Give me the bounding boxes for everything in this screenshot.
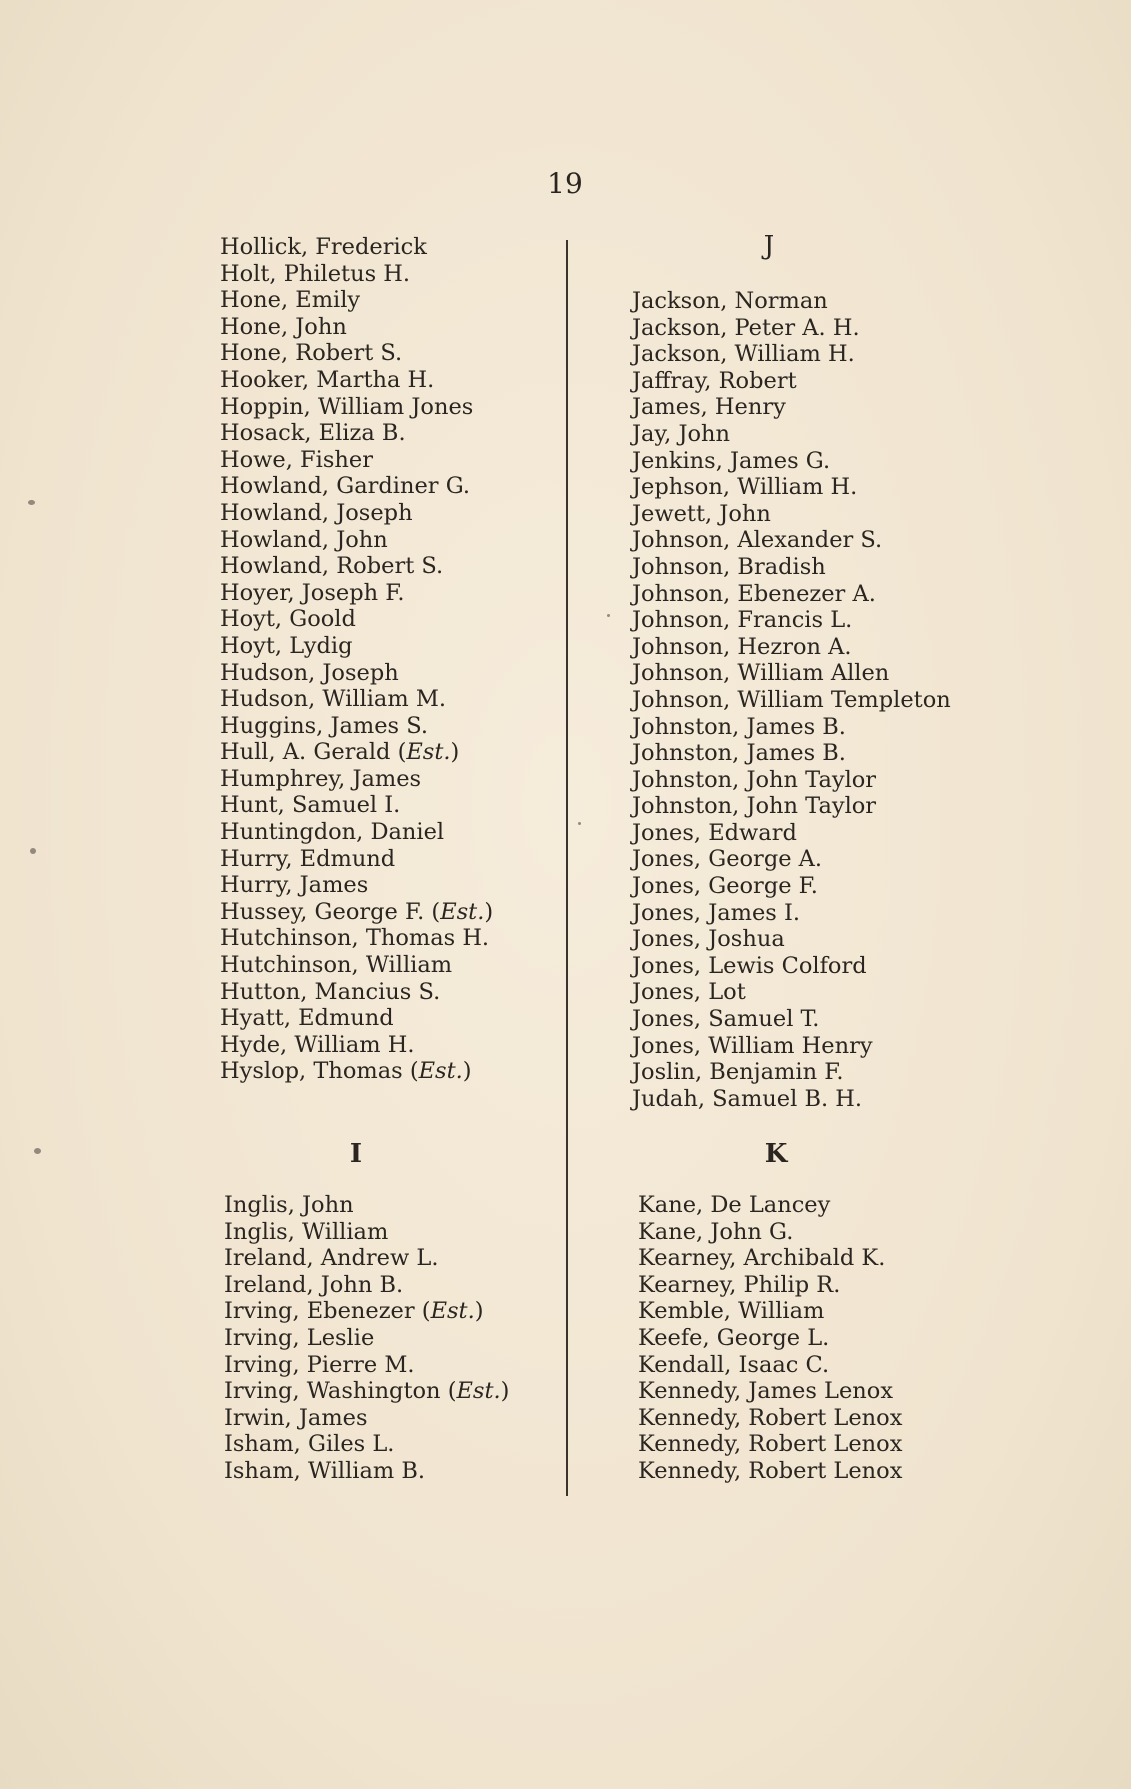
name-entry [220,713,493,740]
name-entry [632,368,951,395]
name-entry [224,1378,509,1405]
name-entry [220,394,493,421]
name-entry [632,979,951,1006]
entry-name: Jaffray, Robert [632,367,797,394]
entry-name: Isham, William B. [224,1457,426,1484]
entry-name: Irving, Leslie [224,1324,375,1351]
name-entry [638,1298,902,1325]
name-entry [220,420,493,447]
entry-name: Kearney, Archibald K. [638,1245,886,1272]
name-entry [632,687,951,714]
entry-name: Irving, Pierre M. [224,1351,415,1378]
entry-name: Hoyer, Joseph F. [220,579,405,606]
entry-name: Kemble, William [638,1298,825,1325]
name-entry [224,1192,509,1219]
entry-name: Hoyt, Lydig [220,632,353,659]
name-entry [632,1033,951,1060]
name-entry [632,581,951,608]
name-entry [638,1378,902,1405]
name-entry [224,1219,509,1246]
entry-name: Hurry, Edmund [220,845,396,872]
name-entry [224,1352,509,1379]
entry-name: Howland, Joseph [220,499,413,526]
entry-name: Jackson, Peter A. H. [632,314,860,341]
entry-name: Johnson, William Allen [632,660,890,687]
closing-paren: ) [474,1298,484,1325]
entry-name: Hosack, Eliza B. [220,420,406,447]
entry-name: Johnson, Francis L. [632,607,853,634]
entry-name: Kane, John G. [638,1218,794,1245]
entry-name: Howe, Fisher [220,446,373,473]
entry-name: Hunt, Samuel I. [220,792,401,819]
name-entry [220,925,493,952]
entry-name: Hone, Emily [220,287,361,314]
name-entry [632,421,951,448]
name-entry [632,501,951,528]
entry-name: Jones, Edward [632,819,797,846]
entry-name: Jones, Lot [632,979,746,1006]
name-entry [220,473,493,500]
entry-name: Keefe, George L. [638,1324,830,1351]
name-list-j [632,288,951,1112]
column-divider [566,240,568,1496]
section-heading-k: K [764,1139,788,1169]
estate-suffix: Est. [418,1058,463,1085]
name-entry [224,1458,509,1485]
entry-name: Kennedy, Robert Lenox [638,1457,903,1484]
entry-name: Johnson, Alexander S. [632,527,883,554]
estate-suffix: Est. [406,739,451,766]
entry-name: Hoppin, William Jones [220,393,474,420]
name-entry [632,554,951,581]
name-entry [638,1325,902,1352]
entry-name: Hurry, James [220,872,369,899]
estate-suffix: Est. [430,1298,475,1325]
name-entry [632,660,951,687]
name-entry [224,1405,509,1432]
entry-name: Hutton, Mancius S. [220,978,441,1005]
entry-name: Hooker, Martha H. [220,366,435,393]
page-number: 19 [547,167,583,200]
entry-name: Hollick, Frederick [220,234,427,260]
name-entry [220,792,493,819]
name-entry [220,367,493,394]
entry-name: Jones, George F. [632,873,818,900]
entry-name: Johnson, Bradish [632,553,826,580]
entry-name: Inglis, William [224,1218,389,1245]
entry-name: Kendall, Isaac C. [638,1351,830,1378]
name-entry [638,1219,902,1246]
name-entry [638,1192,902,1219]
entry-name: Jenkins, James G. [632,447,831,474]
name-entry [220,447,493,474]
section-heading-j: J [763,231,775,261]
entry-name: Inglis, John [224,1192,354,1218]
section-heading-i: I [349,1139,363,1169]
estate-suffix: Est. [456,1378,501,1405]
entry-name: Hudson, Joseph [220,659,399,686]
name-entry [632,634,951,661]
entry-name: Ireland, John B. [224,1271,404,1298]
entry-name: Jephson, William H. [632,474,858,501]
name-entry [632,926,951,953]
name-entry [220,846,493,873]
entry-name: Irving, Ebenezer ( [224,1298,431,1325]
entry-name: Hull, A. Gerald ( [220,739,407,766]
name-entry [220,766,493,793]
entry-name: Ireland, Andrew L. [224,1245,439,1272]
name-entry [220,606,493,633]
name-entry [220,287,493,314]
name-entry [220,899,493,926]
entry-name: Jackson, William H. [632,341,855,368]
entry-name: Jackson, Norman [632,288,828,314]
name-entry [632,1006,951,1033]
closing-paren: ) [462,1058,472,1085]
name-entry [638,1352,902,1379]
entry-name: Holt, Philetus H. [220,260,411,287]
name-entry [638,1431,902,1458]
entry-name: Johnston, John Taylor [632,766,877,793]
name-entry [220,633,493,660]
name-entry [220,660,493,687]
name-entry [638,1272,902,1299]
name-entry [638,1405,902,1432]
name-entry [220,979,493,1006]
entry-name: Kennedy, James Lenox [638,1378,894,1405]
name-entry [632,900,951,927]
entry-name: Kennedy, Robert Lenox [638,1404,903,1431]
entry-name: Jones, Samuel T. [632,1006,820,1033]
name-entry [224,1298,509,1325]
name-entry [632,740,951,767]
name-entry [220,1058,493,1085]
entry-name: Johnson, Ebenezer A. [632,580,876,607]
entry-name: Kearney, Philip R. [638,1271,841,1298]
name-entry [224,1431,509,1458]
name-list-h [220,234,493,1085]
name-entry [220,819,493,846]
entry-name: Huntingdon, Daniel [220,819,445,846]
entry-name: Howland, Robert S. [220,553,444,580]
entry-name: Hutchinson, William [220,952,453,979]
name-entry [632,288,951,315]
name-entry [220,872,493,899]
entry-name: Johnson, William Templeton [632,686,951,713]
entry-name: Joslin, Benjamin F. [632,1059,844,1086]
paper-speck [607,614,610,617]
entry-name: Hone, Robert S. [220,340,403,367]
entry-name: Jewett, John [632,500,771,527]
name-entry [220,314,493,341]
name-entry [224,1245,509,1272]
entry-name: Irwin, James [224,1404,368,1431]
name-entry [632,315,951,342]
entry-name: Irving, Washington ( [224,1378,457,1405]
name-entry [632,873,951,900]
closing-paren: ) [500,1378,510,1405]
name-entry [220,234,493,261]
entry-name: Jones, Lewis Colford [632,952,867,979]
name-entry [632,820,951,847]
name-entry [220,1005,493,1032]
entry-name: Hutchinson, Thomas H. [220,925,490,952]
entry-name: Jones, James I. [632,899,801,926]
entry-name: Jay, John [632,420,731,447]
name-entry [632,793,951,820]
name-entry [220,739,493,766]
entry-name: Johnston, James B. [632,713,846,740]
estate-suffix: Est. [440,898,485,925]
name-entry [632,448,951,475]
name-entry [632,341,951,368]
entry-name: Kennedy, Robert Lenox [638,1431,903,1458]
name-entry [220,553,493,580]
entry-name: Isham, Giles L. [224,1431,395,1458]
entry-name: Kane, De Lancey [638,1192,831,1218]
name-entry [638,1245,902,1272]
name-entry [632,394,951,421]
closing-paren: ) [450,739,460,766]
name-entry [224,1272,509,1299]
entry-name: Huggins, James S. [220,712,429,739]
name-entry [632,527,951,554]
entry-name: Johnston, James B. [632,740,846,767]
entry-name: Hussey, George F. ( [220,898,441,925]
entry-name: Howland, Gardiner G. [220,473,471,500]
name-entry [224,1325,509,1352]
entry-name: Hone, John [220,313,347,340]
name-entry [220,580,493,607]
name-entry [220,340,493,367]
entry-name: Hoyt, Goold [220,606,356,633]
name-entry [220,527,493,554]
entry-name: Judah, Samuel B. H. [632,1085,863,1112]
name-entry [220,686,493,713]
name-entry [632,607,951,634]
name-entry [632,1059,951,1086]
name-entry [638,1458,902,1485]
paper-speck [578,822,581,825]
entry-name: Humphrey, James [220,765,422,792]
name-entry [220,952,493,979]
name-entry [632,1086,951,1113]
closing-paren: ) [484,898,494,925]
name-list-i [224,1192,509,1485]
name-entry [632,474,951,501]
entry-name: Hyde, William H. [220,1031,415,1058]
paper-speck [34,1148,41,1154]
name-entry [632,846,951,873]
entry-name: Jones, Joshua [632,926,785,953]
entry-name: Jones, William Henry [632,1032,873,1059]
name-entry [220,500,493,527]
entry-name: Johnston, John Taylor [632,793,877,820]
name-entry [632,767,951,794]
name-entry [220,1032,493,1059]
entry-name: Hyslop, Thomas ( [220,1058,419,1085]
name-entry [632,714,951,741]
paper-speck [28,500,35,505]
entry-name: Johnson, Hezron A. [632,633,852,660]
entry-name: Hudson, William M. [220,686,447,713]
name-list-k [638,1192,902,1485]
paper-speck [30,848,36,854]
entry-name: Howland, John [220,526,388,553]
entry-name: Hyatt, Edmund [220,1005,394,1032]
name-entry [220,261,493,288]
name-entry [632,953,951,980]
entry-name: James, Henry [632,394,786,421]
entry-name: Jones, George A. [632,846,823,873]
